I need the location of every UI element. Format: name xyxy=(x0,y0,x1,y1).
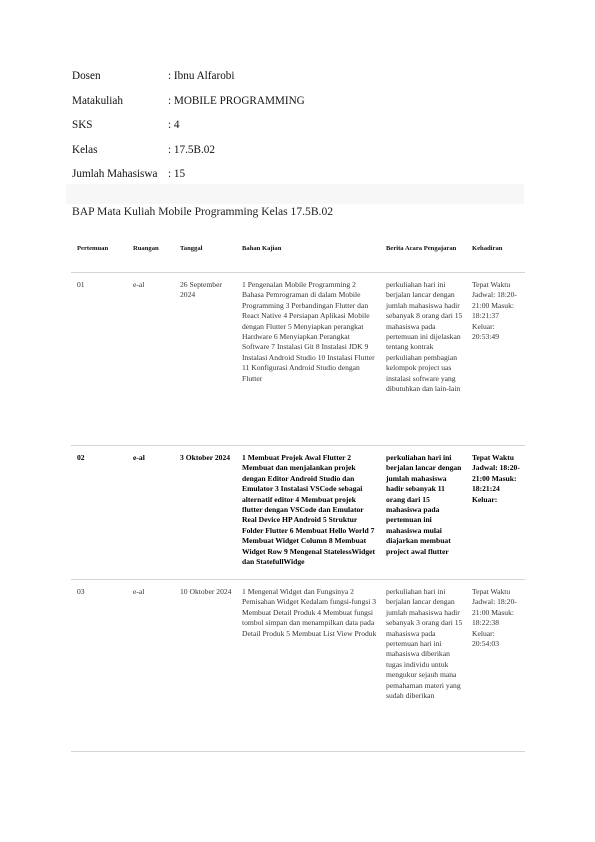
cell-tanggal: 3 Oktober 2024 xyxy=(176,446,238,580)
cell-kehadiran: Tepat Waktu Jadwal: 18:20-21:00 Masuk: 18:22:38 Keluar: 20:54:03 xyxy=(468,580,525,752)
column-header-berita-acara: Berita Acara Pengajaran xyxy=(382,226,468,273)
column-header-bahan-kajian: Bahan Kajian xyxy=(238,226,382,273)
info-row-matakuliah xyxy=(72,95,522,120)
table-header-row xyxy=(71,226,525,273)
heading-band xyxy=(66,184,524,204)
column-header-tanggal: Tanggal xyxy=(176,226,238,273)
column-header-pertemuan: Pertemuan xyxy=(71,226,129,273)
info-value: : 4 xyxy=(168,119,180,131)
info-value: : Ibnu Alfarobi xyxy=(168,70,235,82)
cell-ruangan: e-al xyxy=(129,273,176,446)
table-row xyxy=(71,446,525,580)
cell-bahan-kajian: 1 Mengenal Widget dan Fungsinya 2 Pemisahan Widget Kedalam fungsi-fungsi 3 Membuat Detail Produk 4 Membuat fungsi tombol simpan dan menampilkan data pada Detail Produk 5 Membuat List View Produk xyxy=(238,580,382,752)
cell-ruangan: e-al xyxy=(129,446,176,580)
cell-pertemuan: 02 xyxy=(71,446,129,580)
table-row xyxy=(71,580,525,752)
cell-pertemuan: 01 xyxy=(71,273,129,446)
cell-berita-acara: perkuliahan hari ini berjalan lancar dengan jumlah mahasiswa hadir sebanyak 3 orang dari 15 mahasiswa pada pertemuan hari ini mahasiswa diberikan tugas individu untuk mengukur sejauh mana pemahaman materi yang sudah diberikan xyxy=(382,580,468,752)
bap-table xyxy=(71,226,525,752)
info-label: SKS xyxy=(72,119,93,131)
table-title: BAP Mata Kuliah Mobile Programming Kelas 17.5B.02 xyxy=(72,205,334,218)
cell-ruangan: e-al xyxy=(129,580,176,752)
info-value: : MOBILE PROGRAMMING xyxy=(168,94,305,107)
cell-berita-acara: perkuliahan hari ini berjalan lancar dengan jumlah mahasiswa hadir sebanyak 8 orang dari 15 mahasiswa pada pertemuan ini dijelaskan tentang kontrak perkuliahan pembagian kelompok project uas instalasi software yang dibutuhkan dan lain-lain xyxy=(382,273,468,446)
info-row-dosen xyxy=(72,70,522,95)
cell-bahan-kajian: 1 Membuat Projek Awal Flutter 2 Membuat dan menjalankan projek dengan Editor Android Studio dan Emulator 3 Instalasi VSCode sebagai alternatif editor 4 Membuat projek flutter dengan VSCode dan Emulator Real Device HP Android 5 Struktur Folder Flutter 6 Membuat Hello World 7 Membuat Widget Column 8 Membuat Widget Row 9 Mengenal StatelessWidget dan StatefullWidge xyxy=(238,446,382,580)
cell-tanggal: 10 Oktober 2024 xyxy=(176,580,238,752)
column-header-ruangan: Ruangan xyxy=(129,226,176,273)
cell-bahan-kajian: 1 Pengenalan Mobile Programming 2 Bahasa Pemrograman di dalam Mobile Programming 3 Perbandingan Flutter dan React Native 4 Persiapan Aplikasi Mobile dengan Flutter 5 Menyiapkan perangkat Hardware 6 Menyiapkan Perangkat Software 7 Instalasi Git 8 Instalasi JDK 9 Instalasi Android Studio 10 Instalasi Flutter 11 Konfigurasi Android Studio dengan Flutter xyxy=(238,273,382,446)
cell-kehadiran: Tepat Waktu Jadwal: 18:20-21:00 Masuk: 18:21:37 Keluar: 20:53:49 xyxy=(468,273,525,446)
table-row xyxy=(71,273,525,446)
info-label: Matakuliah xyxy=(72,94,123,107)
info-row-kelas xyxy=(72,144,522,169)
info-label: Jumlah Mahasiswa xyxy=(72,168,158,180)
column-header-kehadiran: Kehadiran xyxy=(468,226,525,273)
info-label: Kelas xyxy=(72,143,98,156)
info-value: : 15 xyxy=(168,168,186,180)
cell-tanggal: 26 September 2024 xyxy=(176,273,238,446)
cell-kehadiran: Tepat Waktu Jadwal: 18:20-21:00 Masuk: 18:21:24 Keluar: xyxy=(468,446,525,580)
info-row-sks xyxy=(72,119,522,144)
course-info xyxy=(72,70,522,193)
cell-berita-acara: perkuliahan hari ini berjalan lancar dengan jumlah mahasiswa hadir sebanyak 11 orang dari 15 mahasiswa pada pertemuan ini mahasiswa mulai diajarkan membuat project awal flutter xyxy=(382,446,468,580)
info-label: Dosen xyxy=(72,70,101,82)
cell-pertemuan: 03 xyxy=(71,580,129,752)
info-value: : 17.5B.02 xyxy=(168,143,215,156)
